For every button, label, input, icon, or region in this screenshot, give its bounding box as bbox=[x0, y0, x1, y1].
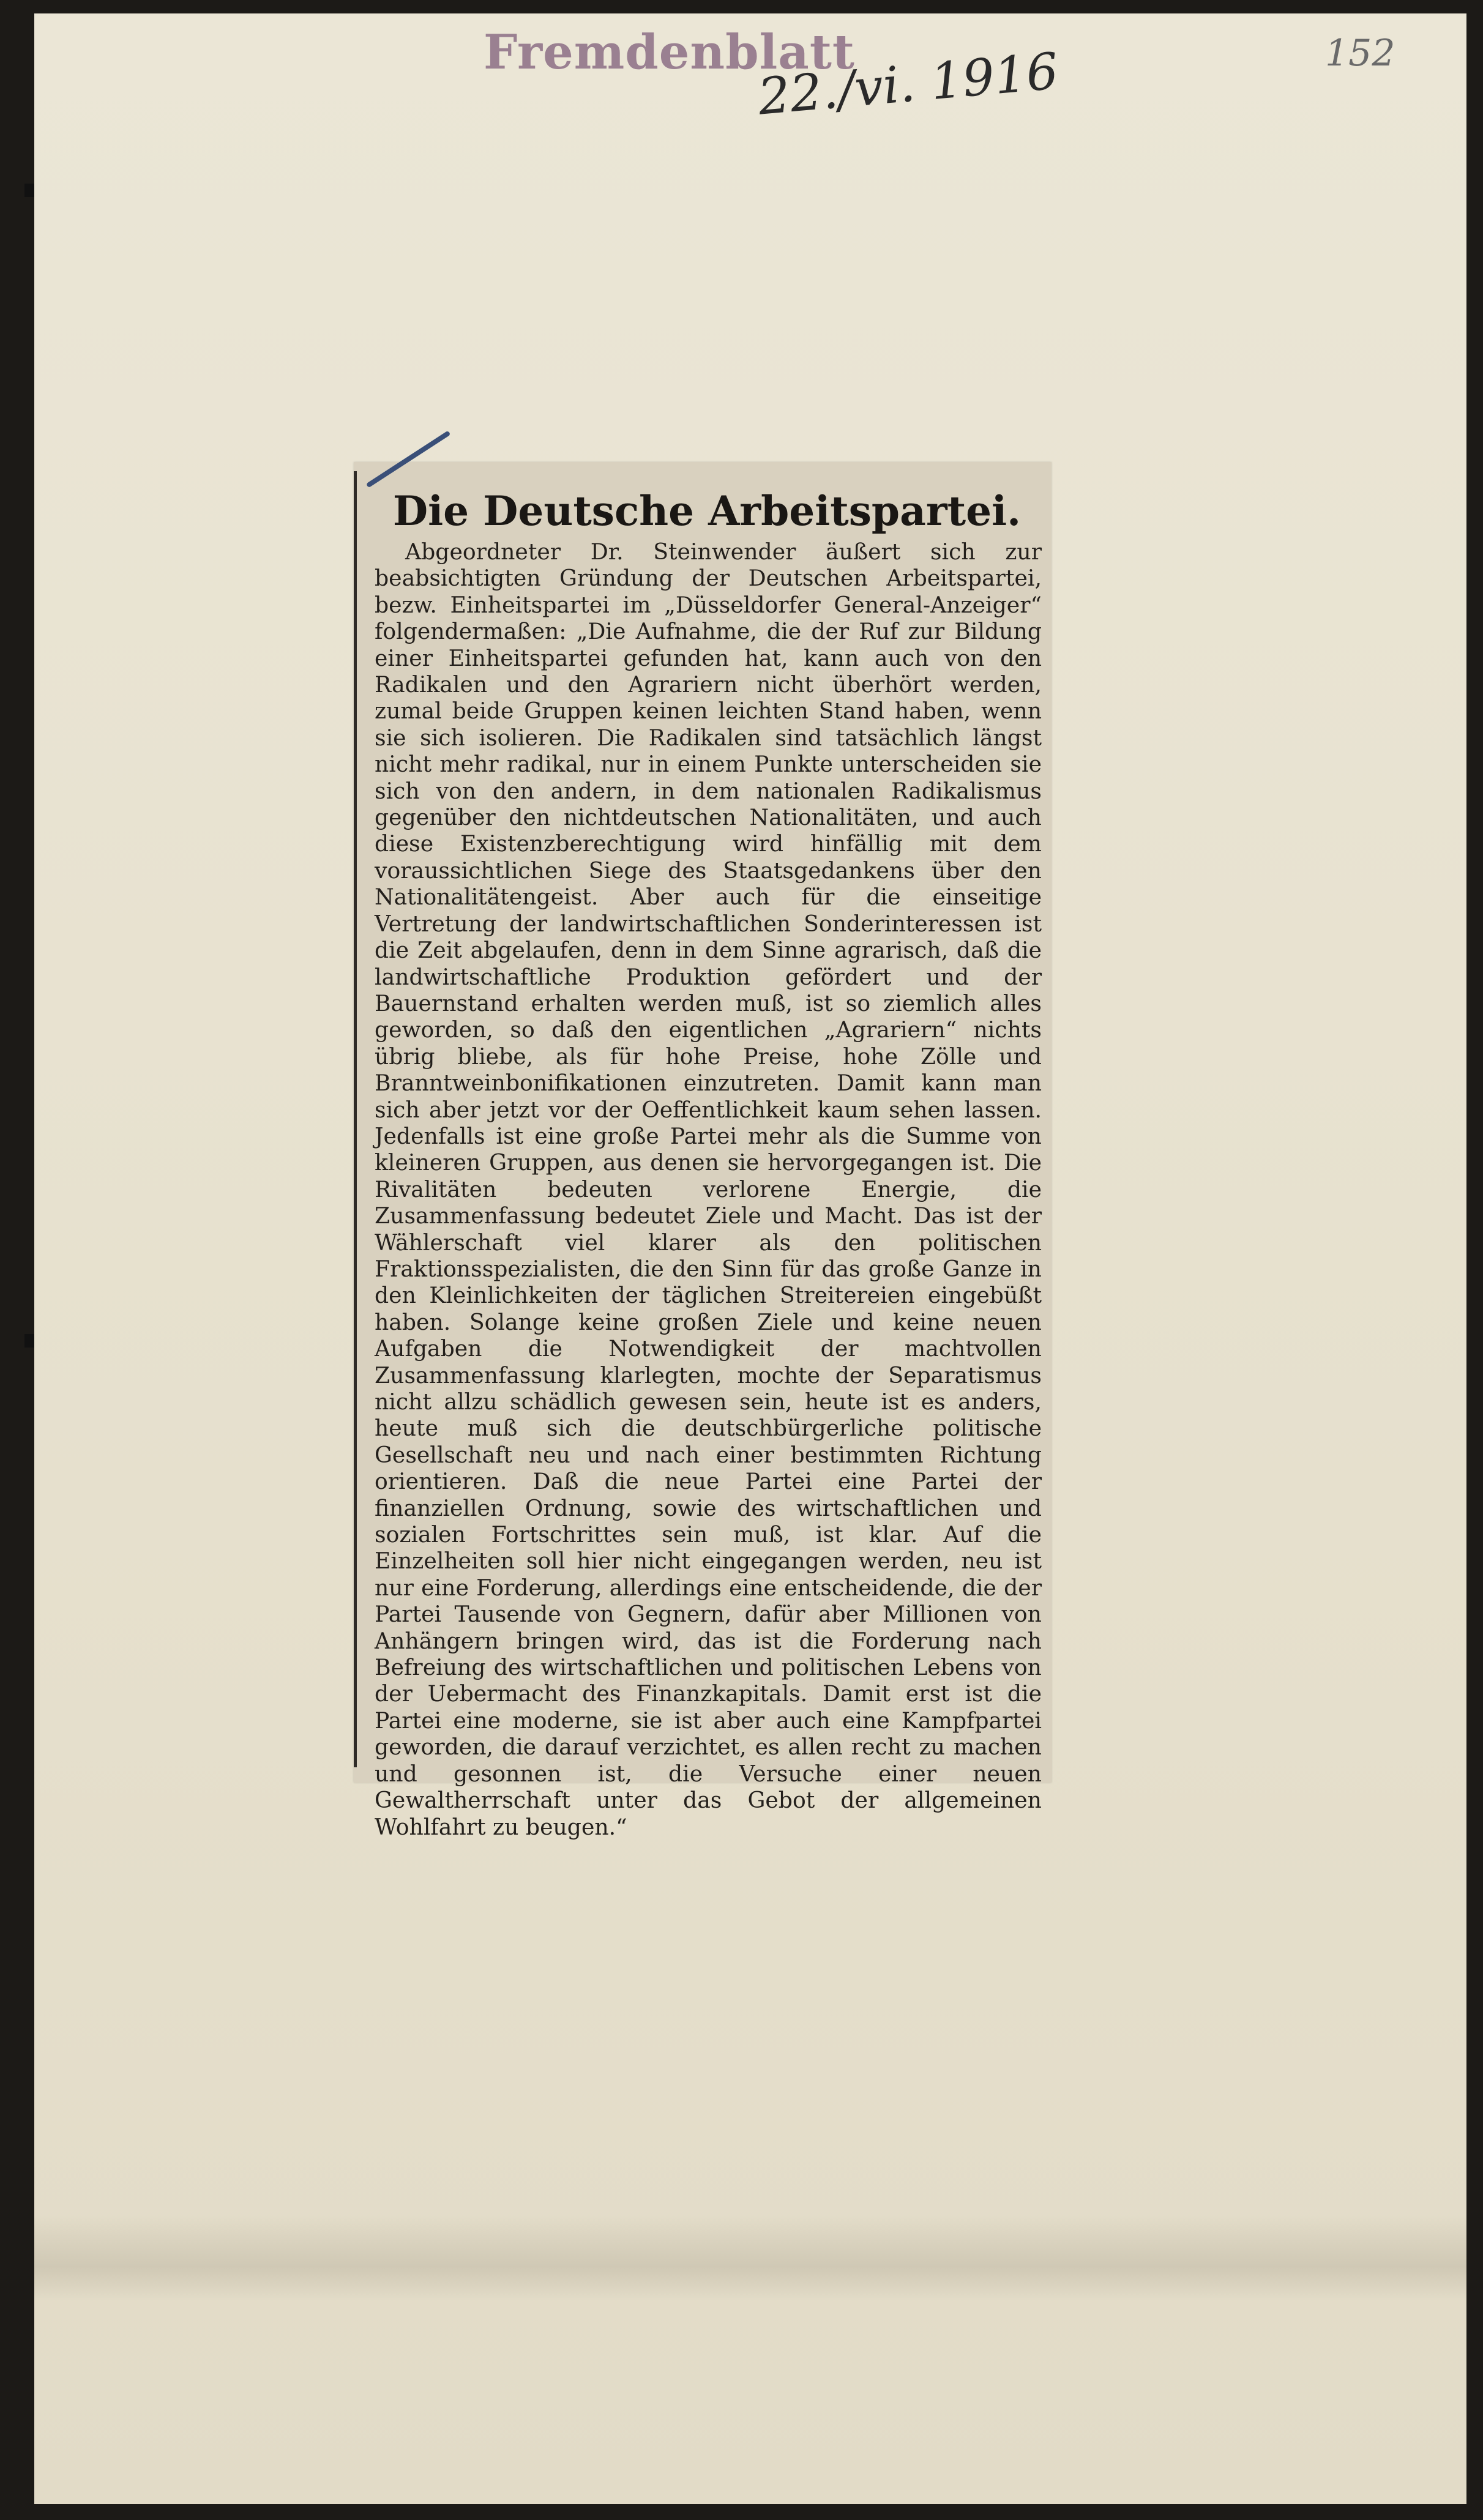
paper-fold bbox=[34, 2215, 1466, 2301]
clipping-column-rule bbox=[354, 471, 357, 1767]
article-body bbox=[375, 539, 1042, 1840]
handwritten-date: 22./vi. 1916 bbox=[756, 42, 1061, 127]
article-paragraph: Abgeordneter Dr. Steinwender äußert sich zur beabsichtigten Gründung der Deutschen Arbeitspartei, bezw. Einheitspartei im „Düsseldorfer General-Anzeiger“ folgendermaßen: „Die Aufnahme, die der Ruf zur Bildung einer Einheitspartei gefunden hat, kann auch von den Radikalen und den Agrariern nicht überhört werden, zumal beide Gruppen keinen leichten Stand haben, wenn sie sich isolieren. Die Radikalen sind tatsächlich längst nicht mehr radikal, nur in einem Punkte unterscheiden sie sich von den andern, in dem nationalen Radikalismus gegenüber den nichtdeutschen Nationalitäten, und auch diese Existenzberechtigung wird hinfällig mit dem voraussichtlichen Siege des Staatsgedankens über den Nationalitätengeist. Aber auch für die einseitige Vertretung der landwirtschaftlichen Sonderinteressen ist die Zeit abgelaufen, denn in dem Sinne agrarisch, daß die landwirtschaftliche Produktion gefördert und der Bauernstand erhalten werden muß, ist so ziemlich alles geworden, so daß den eigentlichen „Agrariern“ nichts übrig bliebe, als für hohe Preise, hohe Zölle und Branntweinbonifikationen einzutreten. Damit kann man sich aber jetzt vor der Oeffentlichkeit kaum sehen lassen. Jedenfalls ist eine große Partei mehr als die Summe von kleineren Gruppen, aus denen sie hervorgegangen ist. Die Rivalitäten bedeuten verlorene Energie, die Zusammenfassung bedeutet Ziele und Macht. Das ist der Wählerschaft viel klarer als den politischen Fraktionsspezialisten, die den Sinn für das große Ganze in den Kleinlichkeiten der täglichen Streitereien eingebüßt haben. Solange keine großen Ziele und keine neuen Aufgaben die Notwendigkeit der machtvollen Zusammenfassung klarlegten, mochte der Separatismus nicht allzu schädlich gewesen sein, heute ist es anders, heute muß sich die deutschbürgerliche politische Gesellschaft neu und nach einer bestimmten Richtung orientieren. Daß die neue Partei eine Partei der finanziellen Ordnung, sowie des wirtschaftlichen und sozialen Fortschrittes sein muß, ist klar. Auf die Einzelheiten soll hier nicht eingegangen werden, neu ist nur eine Forderung, allerdings eine entscheidende, die der Partei Tausende von Gegnern, dafür aber Millionen von Anhängern bringen wird, das ist die Forderung nach Befreiung des wirtschaftlichen und politischen Lebens von der Uebermacht des Finanzkapitals. Damit erst ist die Partei eine moderne, sie ist aber auch eine Kampfpartei geworden, die darauf verzichtet, es allen recht zu machen und gesonnen ist, die Versuche einer neuen Gewaltherrschaft unter das Gebot der allgemeinen Wohlfahrt zu beugen.“ bbox=[375, 539, 1042, 1840]
newspaper-stamp: Fremdenblatt bbox=[484, 24, 855, 80]
folio-number: 152 bbox=[1325, 32, 1395, 75]
article-title: Die Deutsche Arbeitspartei. bbox=[392, 487, 1022, 535]
